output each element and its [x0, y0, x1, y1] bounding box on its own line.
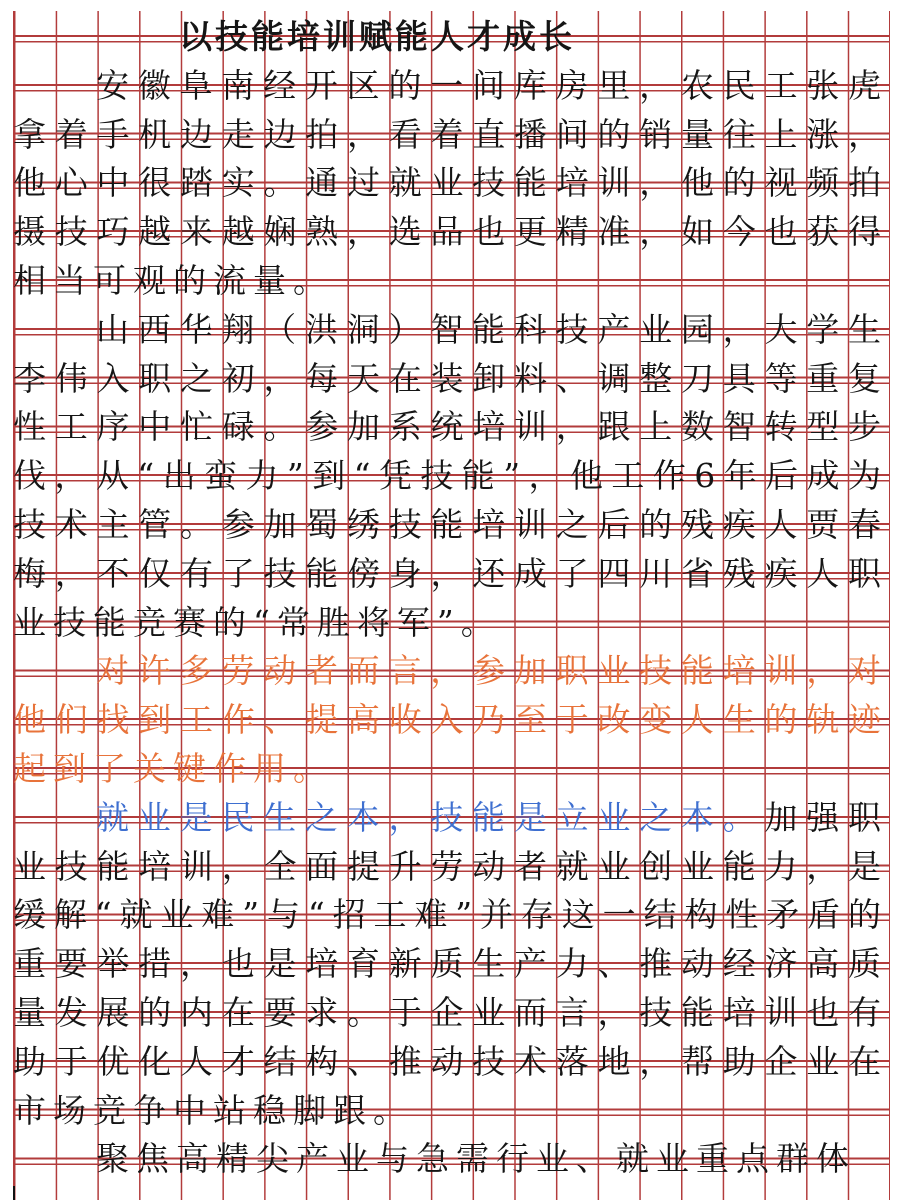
margin-mark — [13, 1186, 15, 1200]
essay-title: 以技能培训赋能人才成长 — [179, 17, 575, 56]
essay — [13, 13, 888, 1184]
paragraph-4 — [13, 794, 888, 1136]
paragraph-3-highlight: 对许多劳动者而言，参加职业技能培训，对他们找到工作、提高收入乃至于改变人生的轨迹起到了关键作用。 — [13, 651, 888, 788]
paragraph-4-highlight: 就业是民生之本，技能是立业之本。 — [96, 797, 765, 837]
paragraph-4-body: 加强职业技能培训，全面提升劳动者就业创业能力，是缓解“就业难”与“招工难”并存这一结构性矛盾的重要举措，也是培育新质生产力、推动经济高质量发展的内在要求。于企业而言，技能培训也有助于优化人才结构、推动技术落地，帮助企业在市场竞争中站稳脚跟。 — [13, 797, 889, 1130]
paragraph-1: 安徽阜南经开区的一间库房里，农民工张虎拿着手机边走边拍，看着直播间的销量往上涨，他心中很踏实。通过就业技能培训，他的视频拍摄技巧越来越娴熟，选品也更精准，如今也获得相当可观的流量。 — [13, 65, 888, 300]
paragraph-5: 聚焦高精尖产业与急需行业、就业重点群体 — [96, 1139, 856, 1179]
paragraph-2: 山西华翔（洪洞）智能科技产业园，大学生李伟入职之初，每天在装卸料、调整刀具等重复性工序中忙碌。参加系统培训，跟上数智转型步伐，从“出蛮力”到“凭技能”，他工作6年后成为技术主管。参加蜀绣技能培训之后的残疾人贾春梅，不仅有了技能傍身，还成了四川省残疾人职业技能竞赛的“常胜将军”。 — [13, 309, 888, 642]
